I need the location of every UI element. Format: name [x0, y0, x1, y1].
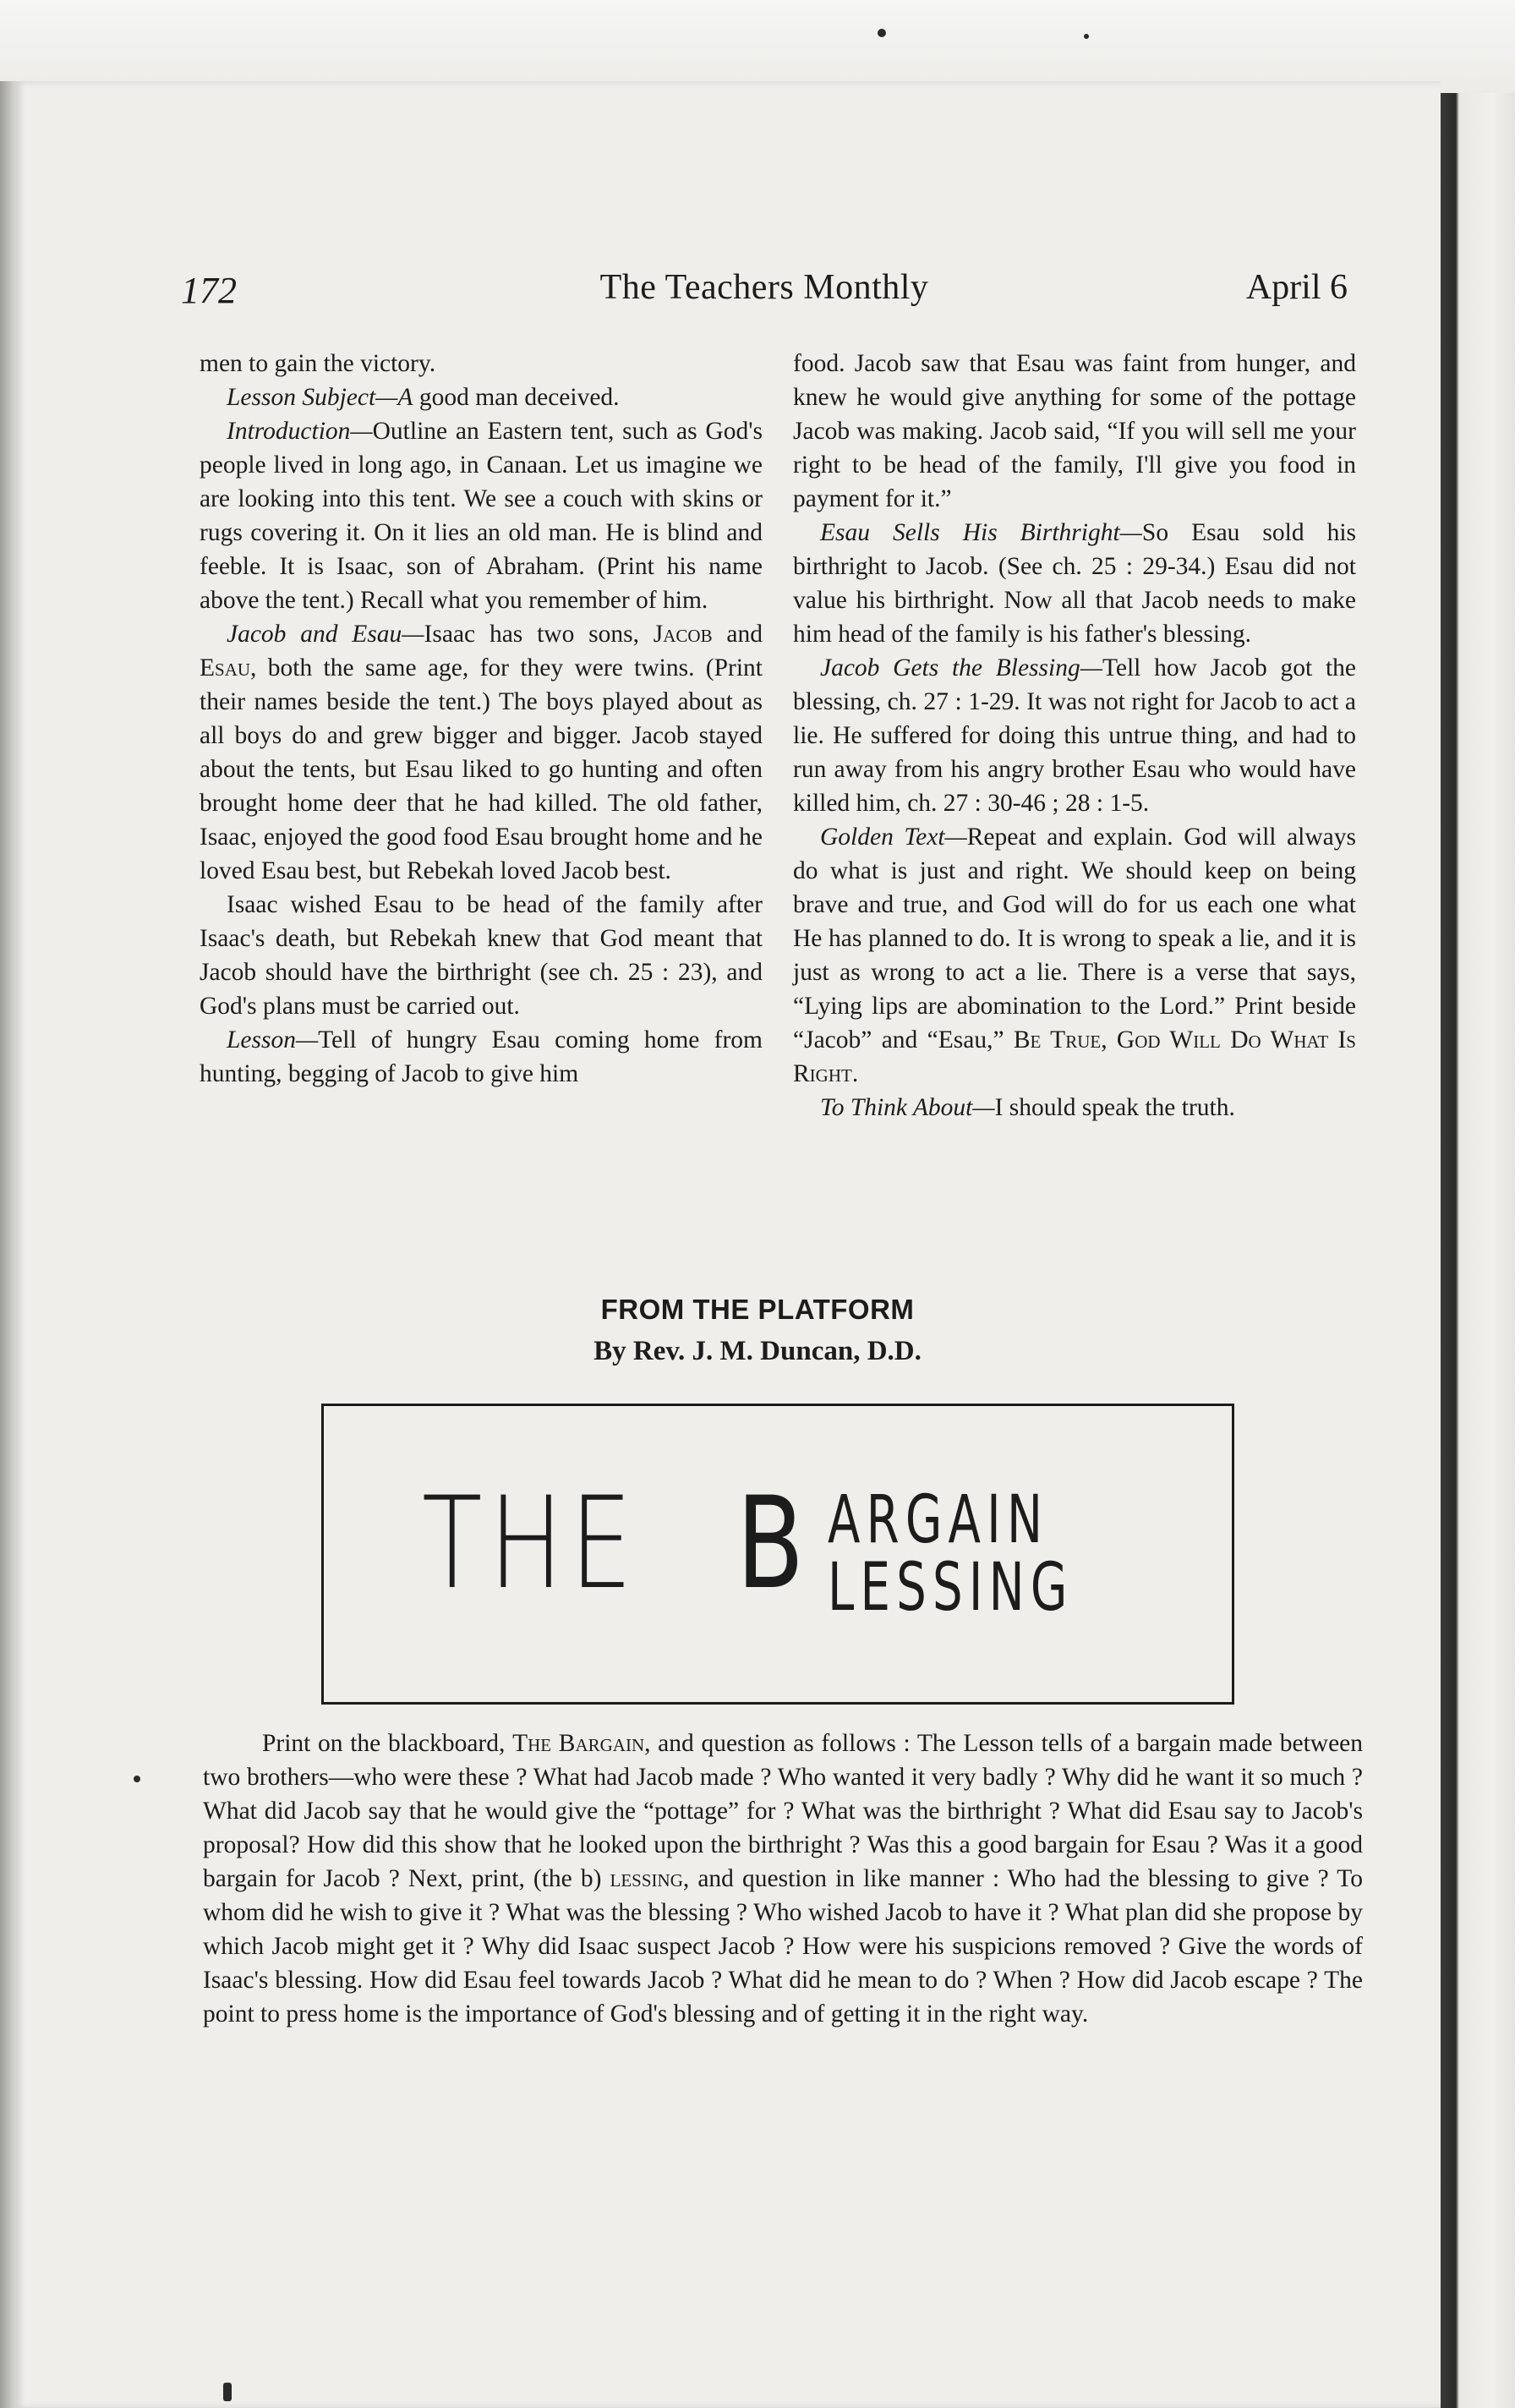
paragraph-text: , both the same age, for they were twins. (Print their names beside the tent.) The boys played about as all boys do and grew bigger and bigger. Jacob stayed about the tents, but Esau liked to go hunting and often brought home deer that he had killed. The old father, Isaac, enjoyed the good food Esau brought home and he loved Esau best, but Rebekah loved Jacob best.	[200, 654, 763, 884]
paragraph-text: , and question in like manner : Who had the blessing to give ? To whom did he wish to give it ? What was the blessing ? Who wished Jacob to have it ? What plan did she propose by which Jacob might get it ? Why did Isaac suspect Jacob ? How were his suspicions removed ? Give the words of Isaac's blessing. How did Esau feel towards Jacob ? What did he mean to do ? When ? How did Jacob escape ? The point to press home is the importance of God's blessing and of getting it in the right way.	[203, 1865, 1363, 2028]
paragraph: Isaac wished Esau to be head of the family after Isaac's death, but Rebekah knew that God meant that Jacob should have the birthright (see ch. 25 : 23), and God's plans must be carried out.	[200, 891, 763, 1020]
small-caps-motto: Be True, God Will Do What Is Right.	[793, 1026, 1356, 1087]
section-label: Esau Sells His Birthright—	[820, 519, 1142, 546]
section-label: Jacob and Esau—	[227, 621, 424, 648]
journal-title: The Teachers Monthly	[599, 268, 929, 307]
section-label: Lesson—	[227, 1026, 319, 1054]
scan-speck	[134, 1776, 140, 1782]
paragraph-text: Tell how Jacob got the blessing, ch. 27 : 1-29. It was not right for Jacob to act a lie. He suffered for doing this untrue thing, and had to run away from his angry brother Esau who would have killed him, ch. 27 : 30-46 ; 28 : 1-5.	[793, 654, 1357, 817]
section-label: Jacob Gets the Blessing—	[820, 654, 1102, 681]
paragraph	[793, 1091, 1356, 1125]
section-label: Introduction—	[227, 418, 373, 445]
paragraph	[793, 516, 1356, 651]
page-number: 172	[181, 270, 237, 311]
scan-speck	[1084, 34, 1089, 39]
paragraph-text: Print on the blackboard,	[262, 1730, 513, 1757]
paragraph-text: Repeat and explain. God will always do what is just and right. We should keep on being brave and true, and God will do for us each one what He has planned to do. It is wrong to speak a lie, and it is just as wrong to act a lie. There is a verse that says, “Lying lips are abomination to the Lord.” Print beside “Jacob” and “Esau,”	[793, 824, 1356, 1054]
paragraph-text: I should speak the truth.	[994, 1094, 1235, 1121]
page-binding-edge	[0, 81, 15, 2408]
paragraph: food. Jacob saw that Esau was faint from hunger, and knew he would give anything for some of the pottage Jacob was making. Jacob said, “If you will sell me your right to be head of the family, I'll give you food in payment for it.”	[793, 350, 1356, 512]
paragraph	[793, 651, 1356, 820]
blackboard-word-argain: ARGAIN	[828, 1482, 1049, 1558]
paragraph	[793, 820, 1356, 1091]
running-head	[181, 269, 1348, 320]
blackboard-the: THE	[422, 1470, 639, 1617]
blackboard-b: B	[736, 1470, 805, 1617]
paragraph-text: So Esau sold his birthright to Jacob. (See ch. 25 : 29-34.) Esau did not value his birthright. Now all that Jacob needs to make him head of the family is his father's blessing.	[793, 519, 1356, 648]
paragraph-text: and	[712, 621, 763, 648]
blackboard-word-lessing: LESSING	[828, 1550, 1074, 1626]
small-caps-phrase: The Bargain	[512, 1730, 645, 1757]
small-caps-phrase: lessing	[610, 1865, 683, 1892]
paragraph-text: Outline an Eastern tent, such as God's people lived in long ago, in Canaan. Let us imagine we are looking into this tent. We see a couch with skins or rugs covering it. On it lies an old man. He is blind and feeble. It is Isaac, son of Abraham. (Print his name above the tent.) Recall what you remember of him.	[200, 418, 763, 614]
section-heading: FROM THE PLATFORM	[600, 1294, 915, 1325]
paragraph-text: Tell of hungry Esau coming home from hunting, begging of Jacob to give him	[200, 1026, 763, 1087]
next-page-edge	[1441, 93, 1515, 2408]
scan-speck	[878, 29, 886, 37]
left-column	[200, 347, 763, 1091]
paragraph	[203, 1727, 1363, 2031]
issue-date: April 6	[1245, 268, 1348, 307]
section-label: To Think About—	[820, 1094, 995, 1121]
platform-body	[203, 1727, 1363, 2031]
section-label: A	[397, 384, 413, 411]
paragraph: men to gain the victory.	[200, 350, 436, 377]
scan-speck	[223, 2383, 232, 2401]
small-caps-name: Esau	[200, 654, 251, 681]
blackboard-illustration	[321, 1404, 1234, 1705]
section-label: Golden Text—	[820, 824, 967, 851]
small-caps-name: Jacob	[653, 621, 713, 648]
right-column	[793, 347, 1356, 1125]
paragraph	[200, 617, 763, 888]
paragraph-text: , and question as follows : The Lesson tells of a bargain made between two brothers—who were these ? What had Jacob made ? Who wanted it very badly ? Why did he want it so much ? What did Jacob say that he would give the “pottage” for ? What was the birthright ? What did Esau say to Jacob's proposal? How did this show that he looked upon the birthright ? Was this a good bargain for Esau ? Was it a good bargain for Jacob ? Next, print, (the b)	[203, 1730, 1364, 1892]
paragraph-text: good man deceived.	[413, 384, 620, 411]
paragraph	[200, 1023, 763, 1091]
author-byline: By Rev. J. M. Duncan, D.D.	[593, 1336, 922, 1366]
paragraph-text: Isaac has two sons,	[424, 621, 654, 648]
scan-background-top	[0, 0, 1515, 93]
paragraph	[200, 380, 763, 414]
paragraph	[200, 414, 763, 617]
section-label: Lesson Subject—	[227, 384, 398, 411]
